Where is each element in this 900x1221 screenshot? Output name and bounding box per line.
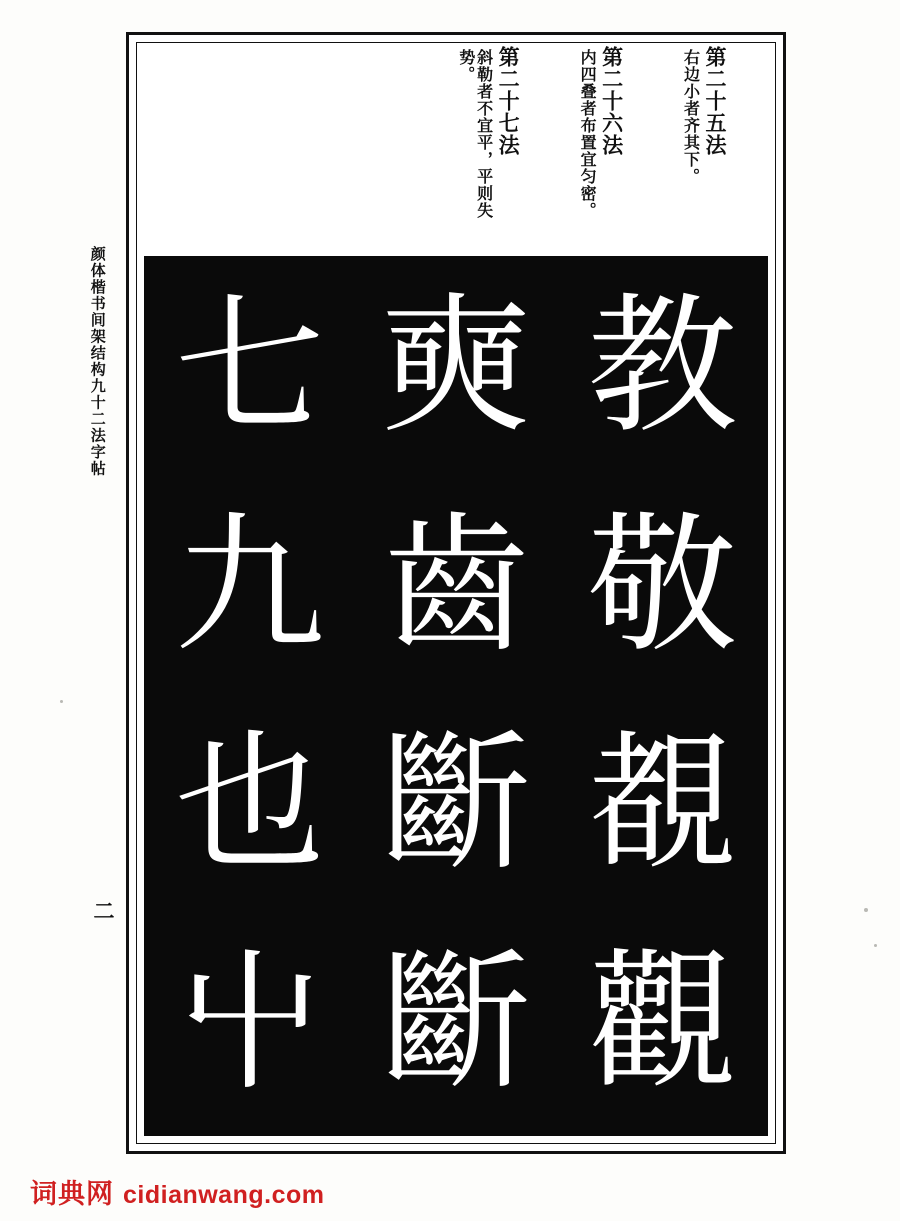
watermark-footer <box>30 1172 324 1211</box>
note-item <box>681 46 726 254</box>
calligraphy-grid <box>144 256 768 1136</box>
calligraphy-glyph: 敬 <box>587 503 738 670</box>
grid-cell <box>354 260 557 476</box>
grid-cell <box>148 698 351 914</box>
grid-cell <box>561 479 764 695</box>
calligraphy-glyph: 齒 <box>380 503 531 670</box>
annotation-notes <box>140 46 770 254</box>
scan-speck <box>864 908 868 912</box>
grid-cell <box>561 698 764 914</box>
site-url: cidianwang.com <box>123 1181 325 1209</box>
grid-cell <box>561 260 764 476</box>
note-body: 内四叠者布置宜匀密。 <box>578 49 596 219</box>
site-name: 词典网 <box>30 1179 114 1209</box>
book-spine-title: 颜体楷书间架结构九十二法字帖 <box>88 246 105 477</box>
note-title: 第二十六法 <box>599 46 624 156</box>
calligraphy-glyph: 斷 <box>380 941 531 1108</box>
calligraphy-glyph: 覩 <box>587 722 738 889</box>
grid-cell <box>354 698 557 914</box>
grid-cell <box>148 479 351 695</box>
calligraphy-glyph: 斷 <box>380 722 531 889</box>
page-number: 二 <box>91 900 115 923</box>
scan-speck <box>60 700 63 703</box>
grid-cell <box>148 916 351 1132</box>
note-title: 第二十五法 <box>703 46 727 156</box>
grid-cell <box>354 916 557 1132</box>
calligraphy-glyph: 奭 <box>380 284 531 451</box>
calligraphy-glyph: 教 <box>587 284 738 451</box>
note-item <box>456 46 519 254</box>
calligraphy-glyph: 屮 <box>174 941 325 1108</box>
grid-cell <box>148 260 351 476</box>
calligraphy-glyph: 七 <box>174 284 325 451</box>
calligraphy-glyph: 九 <box>174 503 325 670</box>
calligraphy-glyph: 觀 <box>587 941 738 1108</box>
note-title: 第二十七法 <box>496 46 521 156</box>
scan-speck <box>874 944 877 947</box>
calligraphy-glyph: 也 <box>174 722 325 889</box>
note-body: 斜勒者不宜平，平则失势。 <box>456 49 492 219</box>
grid-cell <box>354 479 557 695</box>
note-item <box>577 46 622 254</box>
grid-cell <box>561 916 764 1132</box>
note-body: 右边小者齐其下。 <box>681 49 699 185</box>
